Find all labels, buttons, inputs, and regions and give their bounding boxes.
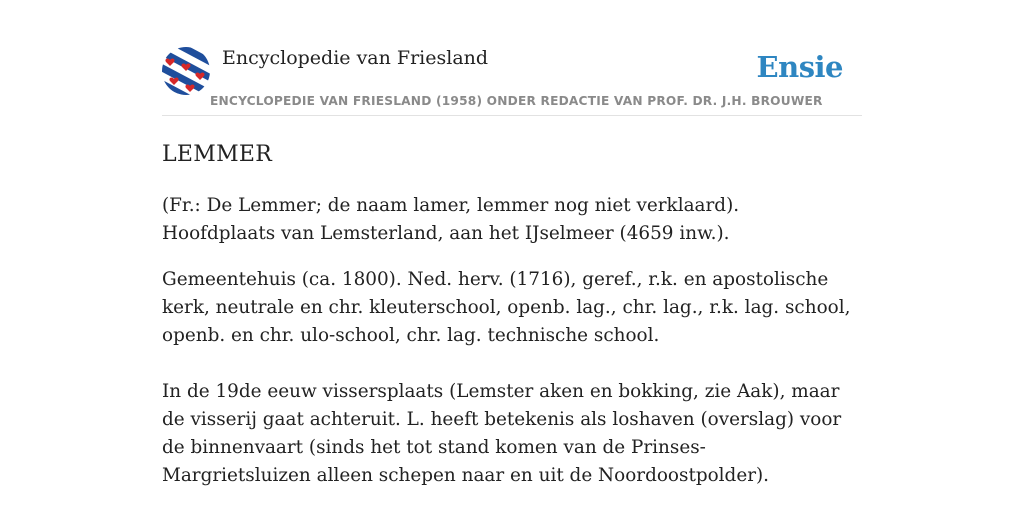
friesland-flag-logo-icon[interactable] [162, 47, 210, 95]
article-paragraph: (Fr.: De Lemmer; de naam lamer, lemmer nog niet verklaard). Hoofdplaats van Lemsterland, aan het IJselmeer (4659 inw.). [162, 195, 740, 244]
article [162, 140, 852, 490]
site-title[interactable]: Encyclopedie van Friesland [222, 47, 489, 69]
article-paragraph: In de 19de eeuw vissersplaats (Lemster aken en bokking, zie Aak), maar de visserij gaat achteruit. L. heeft betekenis als loshaven (overslag) voor de binnenvaart (sinds het tot stand komen van de Prinses-Margrietsluizen alleen schepen naar en uit de Noordoostpolder). [162, 381, 842, 486]
ensie-brand-logo[interactable]: Ensie [756, 50, 843, 84]
article-paragraph: Gemeentehuis (ca. 1800). Ned. herv. (1716), geref., r.k. en apostolische kerk, neutrale en chr. kleuterschool, openb. lag., chr. lag., r.k. lag. school, openb. en chr. ulo-school, chr. lag. technische school. [162, 269, 851, 346]
header-divider [162, 115, 862, 116]
encyclopedia-subtitle: ENCYCLOPEDIE VAN FRIESLAND (1958) ONDER REDACTIE VAN PROF. DR. J.H. BROUWER [210, 94, 823, 108]
header [162, 44, 862, 116]
article-title: LEMMER [162, 142, 273, 167]
